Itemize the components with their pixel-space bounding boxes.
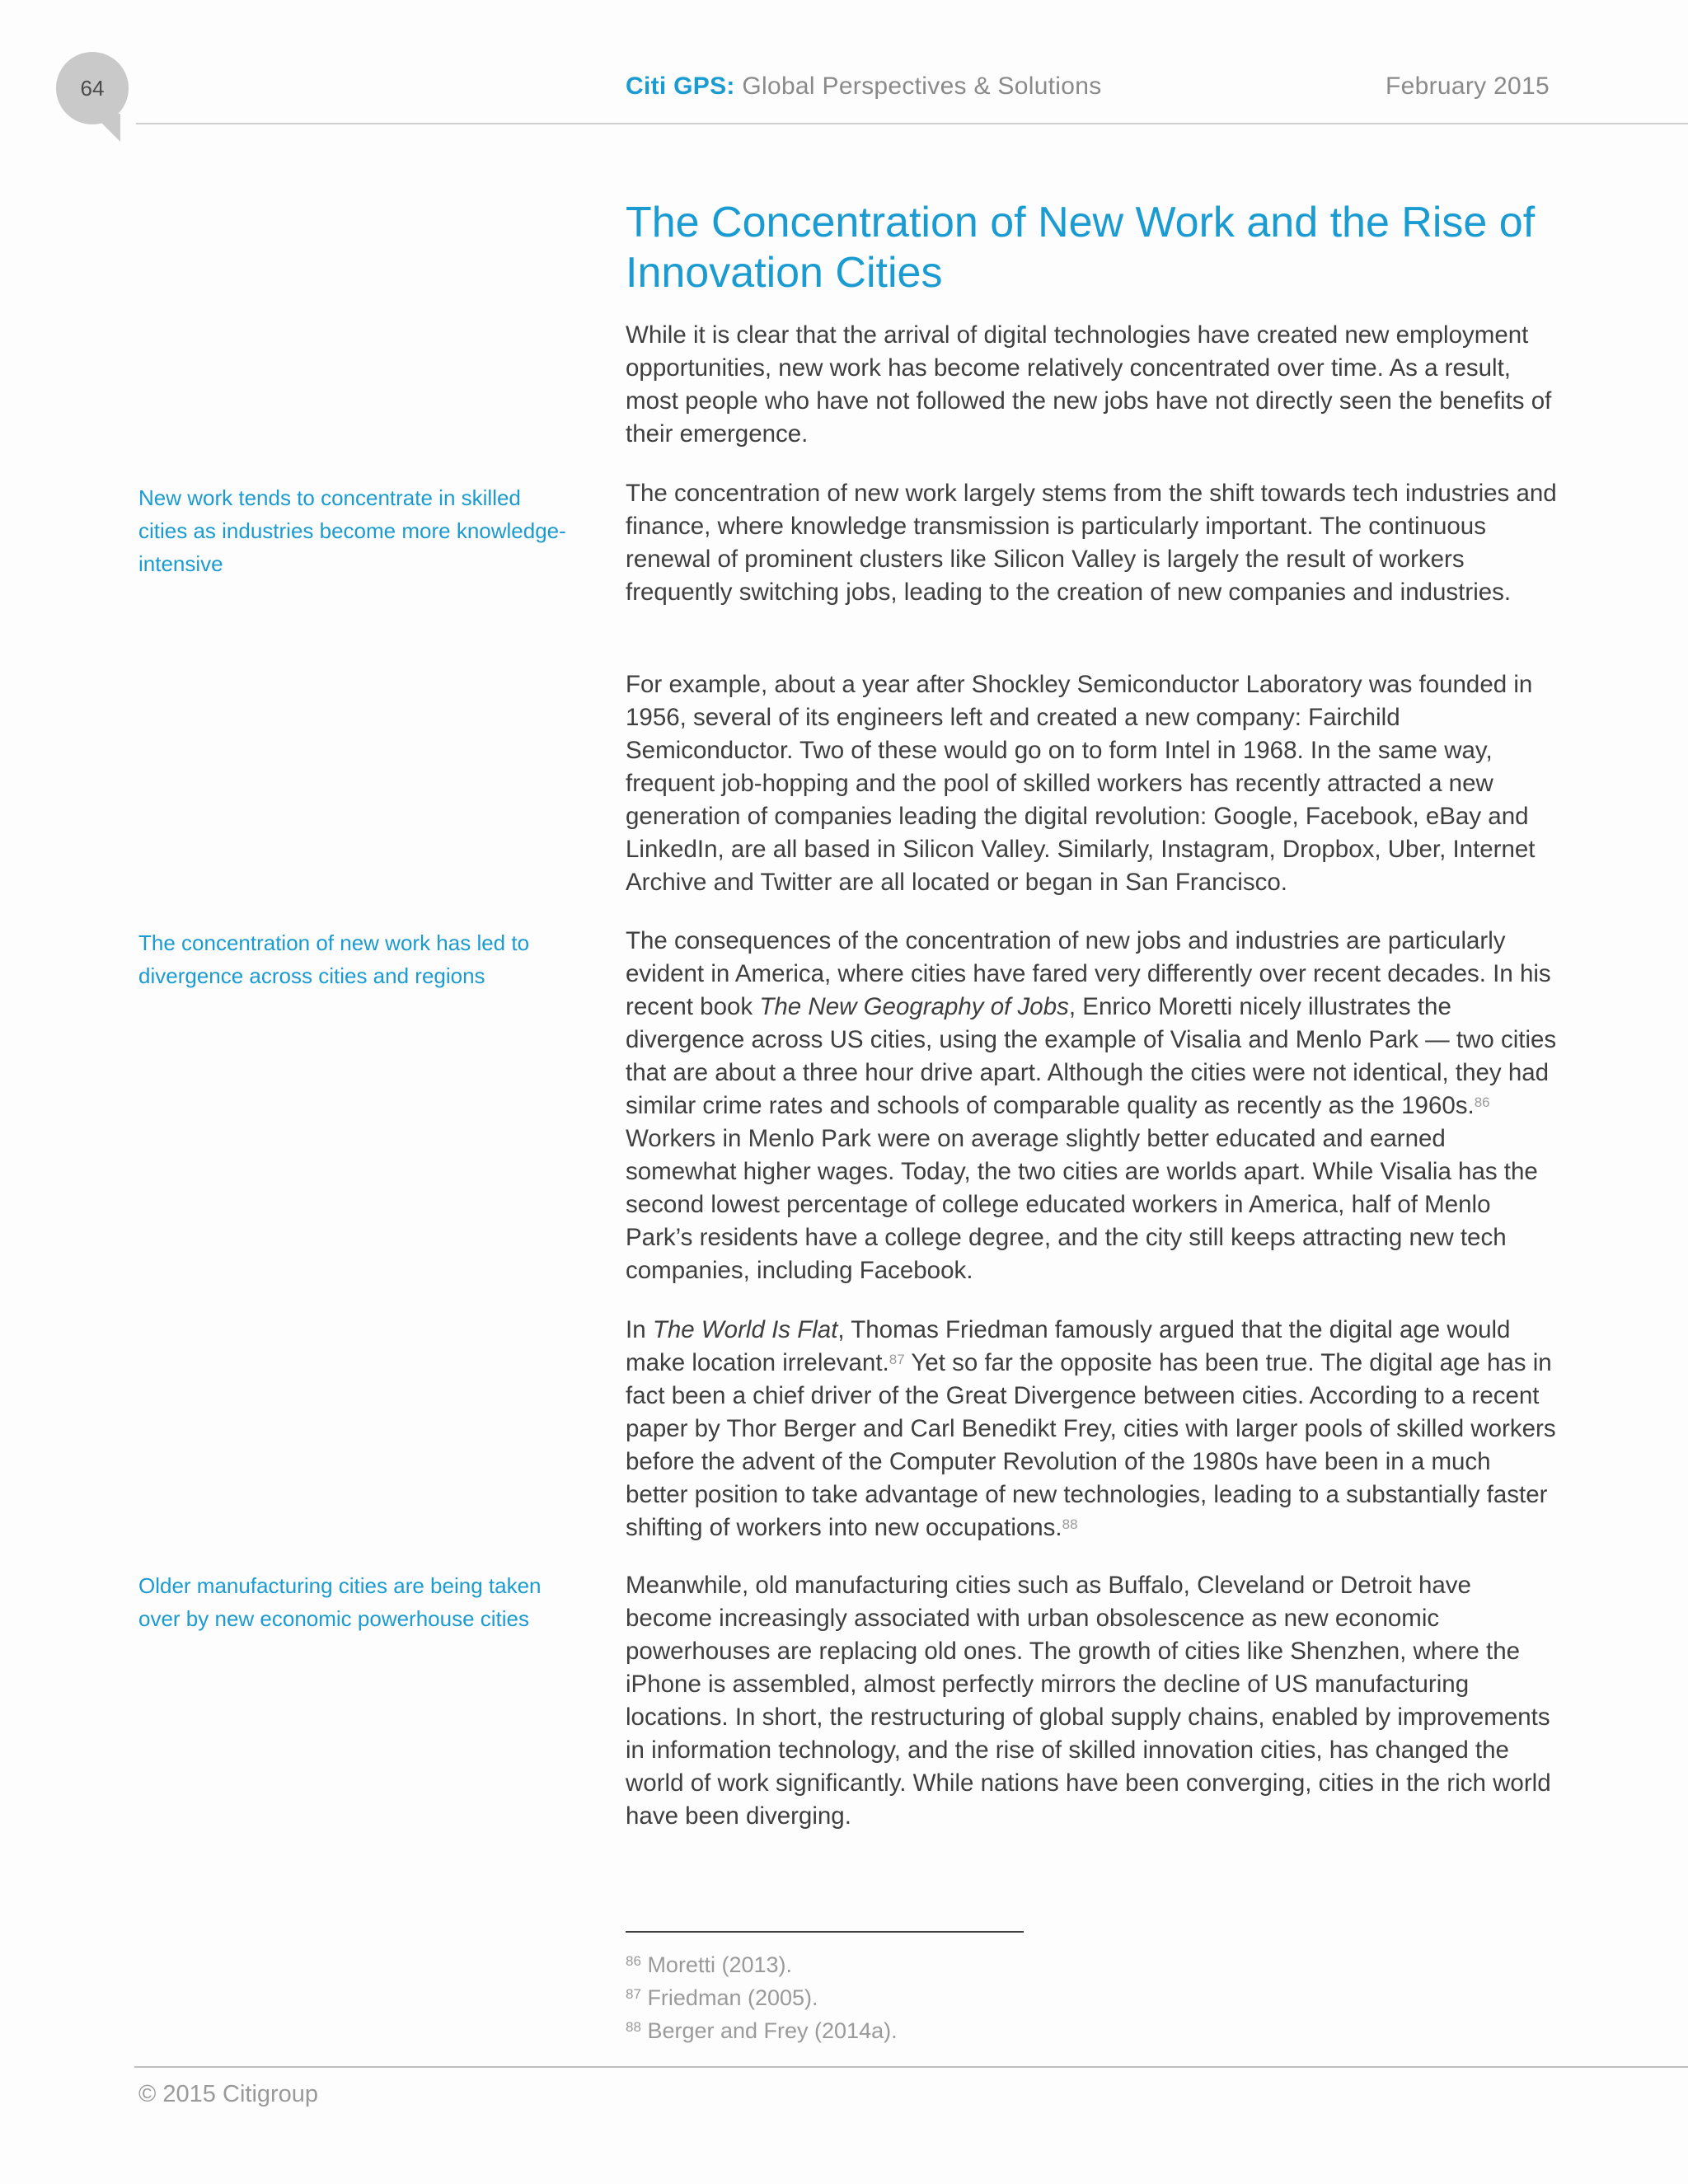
paragraph-world-is-flat: In The World Is Flat, Thomas Friedman famously argued that the digital age would make location irrelevant.$^{87}$ Yet so far the opposite has been true. The digital age has in fact been a chief driver of the Great Divergence between cities. According to a recent paper by Thor Berger and Carl Benedikt Frey, cities with larger pools of skilled workers before the advent of the Computer Revolution of the 1980s have been in a much better position to take advantage of new technologies, leading to a substantially faster shifting of workers into new occupations.$^{88}$: [626, 1316, 1556, 1541]
book-title-new-geography: The New Geography of Jobs: [759, 993, 1069, 1020]
footnote-88: $^{88}$ Berger and Frey (2014a).: [626, 2018, 898, 2043]
footnote-87: $^{87}$ Friedman (2005).: [626, 1985, 818, 2010]
page-title: The Concentration of New Work and the Rise of Innovation Cities: [626, 199, 1536, 297]
sidenote-skilled-cities: New work tends to concentrate in skilled cities as industries become more knowledge-intensive: [138, 485, 566, 576]
footnote-ref-88[interactable]: 88: [1062, 1516, 1078, 1532]
footer-copyright: © 2015 Citigroup: [138, 2081, 319, 2107]
page-number: 64: [80, 75, 105, 101]
footnote-divider: [626, 1931, 1024, 1933]
paragraph-concentration: The concentration of new work largely stems from the shift towards tech industries and finance, where knowledge transmission is particularly important. The continuous renewal of prominent clusters like Silicon Valley is largely the result of workers frequently switching jobs, leading to the creation of new companies and industries.: [626, 480, 1557, 606]
footnotes: [626, 1948, 898, 2047]
header-divider: [136, 123, 1688, 124]
paragraph-manufacturing: Meanwhile, old manufacturing cities such as Buffalo, Cleveland or Detroit have become increasingly associated with urban obsolescence as new economic powerhouses are replacing old ones. The growth of cities like Shenzhen, where the iPhone is assembled, almost perfectly mirrors the decline of US manufacturing locations. In short, the restructuring of global supply chains, enabled by improvements in information technology, and the rise of skilled innovation cities, has changed the world of work significantly. While nations have been converging, cities in the rich world have been diverging.: [626, 1572, 1551, 1830]
footnote-86: $^{86}$ Moretti (2013).: [626, 1952, 793, 1977]
page-badge-tail: [92, 114, 120, 142]
sidenote-divergence: The concentration of new work has led to divergence across cities and regions: [138, 930, 530, 988]
header-date: February 2015: [1385, 73, 1550, 100]
footer-divider: [134, 2066, 1688, 2068]
paragraph-intro: While it is clear that the arrival of digital technologies have created new employment opportunities, new work has become relatively concentrated over time. As a result, most people who have not followed the new jobs have not directly seen the benefits of their emergence.: [626, 321, 1552, 448]
paragraph-example: For example, about a year after Shockley Semiconductor Laboratory was founded in 1956, several of its engineers left and created a new company: Fairchild Semiconductor. Two of these would go on to form Intel in 1968. In the same way, frequent job-hopping and the pool of skilled workers has recently attracted a new generation of companies leading the digital revolution: Google, Facebook, eBay and LinkedIn, are all based in Silicon Valley. Similarly, Instagram, Dropbox, Uber, Internet Archive and Twitter are all located or began in San Francisco.: [626, 671, 1536, 896]
brand-subtitle: Global Perspectives & Solutions: [742, 73, 1102, 100]
brand-name: Citi GPS:: [626, 73, 735, 100]
paragraph-consequences: The consequences of the concentration of new jobs and industries are particularly evident in America, where cities have fared very differently over recent decades. In his recent book The New Geography of Jobs, Enrico Moretti nicely illustrates the divergence across US cities, using the example of Visalia and Menlo Park — two cities that are about a three hour drive apart. Although the cities were not identical, they had similar crime rates and schools of comparable quality as recently as the 1960s.$^{86}$ Workers in Menlo Park were on average slightly better educated and earned somewhat higher wages. Today, the two cities are worlds apart. While Visalia has the second lowest percentage of college educated workers in America, half of Menlo Park’s residents have a college degree, and the city still keeps attracting new tech companies, including Facebook.: [626, 927, 1557, 1284]
sidenote-manufacturing-cities: Older manufacturing cities are being taken over by new economic powerhouse cities: [138, 1573, 542, 1631]
header-brand: [626, 73, 1102, 101]
footnote-ref-86[interactable]: 86: [1474, 1094, 1490, 1110]
book-title-world-is-flat: The World Is Flat: [652, 1316, 838, 1343]
footnote-ref-87[interactable]: 87: [889, 1352, 905, 1367]
